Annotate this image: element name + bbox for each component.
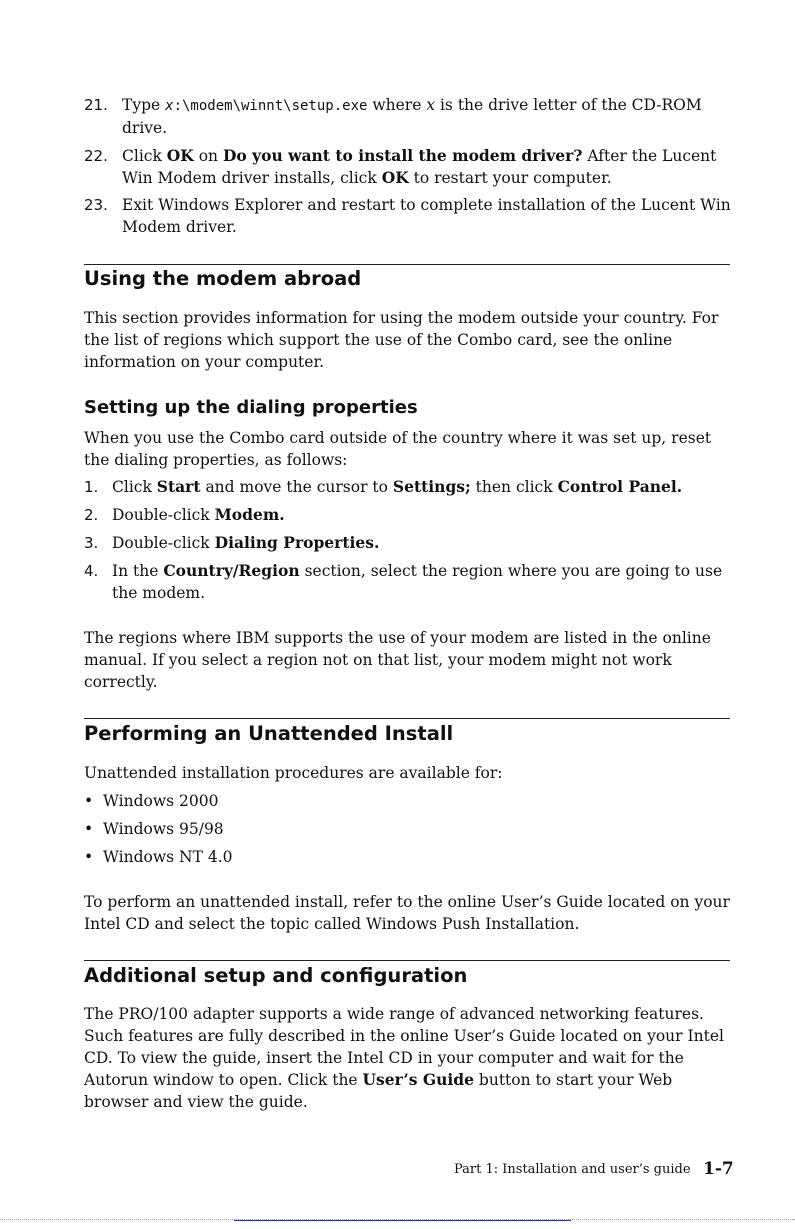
- step-text: [122, 94, 734, 139]
- step-text: [112, 560, 734, 604]
- step-text: [112, 504, 734, 526]
- text-run: is the drive letter of the CD-ROM drive.: [122, 96, 702, 137]
- text-run: Type: [122, 96, 166, 114]
- text-run: Click: [122, 147, 167, 165]
- text-run: on: [193, 147, 223, 165]
- step-number: 2.: [84, 506, 99, 524]
- code-text: :\modem\winnt\setup.exe: [173, 98, 368, 114]
- list-item-text: Windows NT 4.0: [103, 848, 233, 866]
- code-text: x: [165, 98, 174, 114]
- step-text: [112, 476, 734, 498]
- text-run: where: [367, 96, 427, 114]
- step-number: 22.: [84, 147, 108, 165]
- text-run: and move the cursor to: [200, 478, 393, 496]
- bold-text: Do you want to install the modem driver?: [222, 146, 583, 165]
- footer-text: Part 1: Installation and user’s guide: [454, 1162, 691, 1177]
- step-number: 21.: [84, 96, 108, 114]
- heading-additional-setup: Additional setup and configuration: [84, 964, 468, 987]
- bold-text: Start: [156, 477, 201, 496]
- heading-dialing-properties: Setting up the dialing properties: [84, 397, 418, 418]
- text-run: button to start your Web browser and view the guide.: [84, 1071, 673, 1111]
- text-run: After the Lucent Win Modem driver installs, click: [122, 147, 717, 187]
- bold-text: Control Panel.: [557, 477, 683, 496]
- text-run: Exit Windows Explorer and restart to complete installation of the Lucent Win Modem driver.: [122, 196, 731, 236]
- dialing-intro: When you use the Combo card outside of the country where it was set up, reset the dialing properties, as follows:: [84, 429, 712, 469]
- step-23: [84, 194, 734, 240]
- text-run: Double-click: [112, 506, 215, 524]
- section-divider: [84, 264, 730, 265]
- page-number: 1-7: [703, 1159, 734, 1179]
- bold-text: OK: [381, 168, 409, 187]
- bold-text: Dialing Properties.: [214, 533, 380, 552]
- step-number: 3.: [84, 534, 99, 552]
- step-number: 1.: [84, 478, 99, 496]
- step-number: 23.: [84, 196, 108, 214]
- text-run: then click: [470, 478, 558, 496]
- text-run: Click: [112, 478, 157, 496]
- text-run: section, select the region where you are going to use the modem.: [112, 562, 723, 602]
- modem-abroad-intro: This section provides information for using the modem outside your country. For the list of regions which support the use of the Combo card, see the online information on your computer.: [84, 309, 719, 371]
- bold-text: User’s Guide: [362, 1070, 474, 1089]
- step-text: [122, 194, 734, 238]
- bullet: •: [84, 820, 94, 838]
- step-22: [84, 145, 734, 191]
- additional-setup-text: [84, 1003, 734, 1113]
- text-run: Double-click: [112, 534, 215, 552]
- bullet: •: [84, 848, 94, 866]
- link-underline: [234, 1220, 571, 1221]
- step-text: [112, 532, 734, 554]
- unattended-note: To perform an unattended install, refer to the online User’s Guide located on your Intel CD and select the topic called Windows Push Installation.: [84, 893, 730, 933]
- bold-text: Modem.: [214, 505, 285, 524]
- step-number: 4.: [84, 562, 99, 580]
- list-item-text: Windows 2000: [103, 792, 219, 810]
- section-divider: [84, 960, 730, 961]
- bullet: •: [84, 792, 94, 810]
- list-item-text: Windows 95/98: [103, 820, 224, 838]
- unattended-intro: Unattended installation procedures are available for:: [84, 764, 503, 782]
- heading-unattended-install: Performing an Unattended Install: [84, 722, 454, 745]
- bold-text: Country/Region: [163, 561, 300, 580]
- bold-text: Settings;: [392, 477, 471, 496]
- text-run: The PRO/100 adapter supports a wide range of advanced networking features. Such features are fully described in the online User’s Guide located on your Intel CD. To view the guide, insert the Intel CD in your computer and wait for the Autorun window to open. Click the: [84, 1005, 724, 1089]
- text-run: x: [426, 96, 436, 114]
- bold-text: OK: [166, 146, 194, 165]
- text-run: to restart your computer.: [408, 169, 612, 187]
- dialing-note: The regions where IBM supports the use of your modem are listed in the online manual. If you select a region not on that list, your modem might not work correctly.: [84, 629, 711, 691]
- heading-modem-abroad: Using the modem abroad: [84, 267, 362, 290]
- step-text: [122, 145, 734, 189]
- text-run: In the: [112, 562, 164, 580]
- step-21: [84, 94, 734, 140]
- section-divider: [84, 718, 730, 719]
